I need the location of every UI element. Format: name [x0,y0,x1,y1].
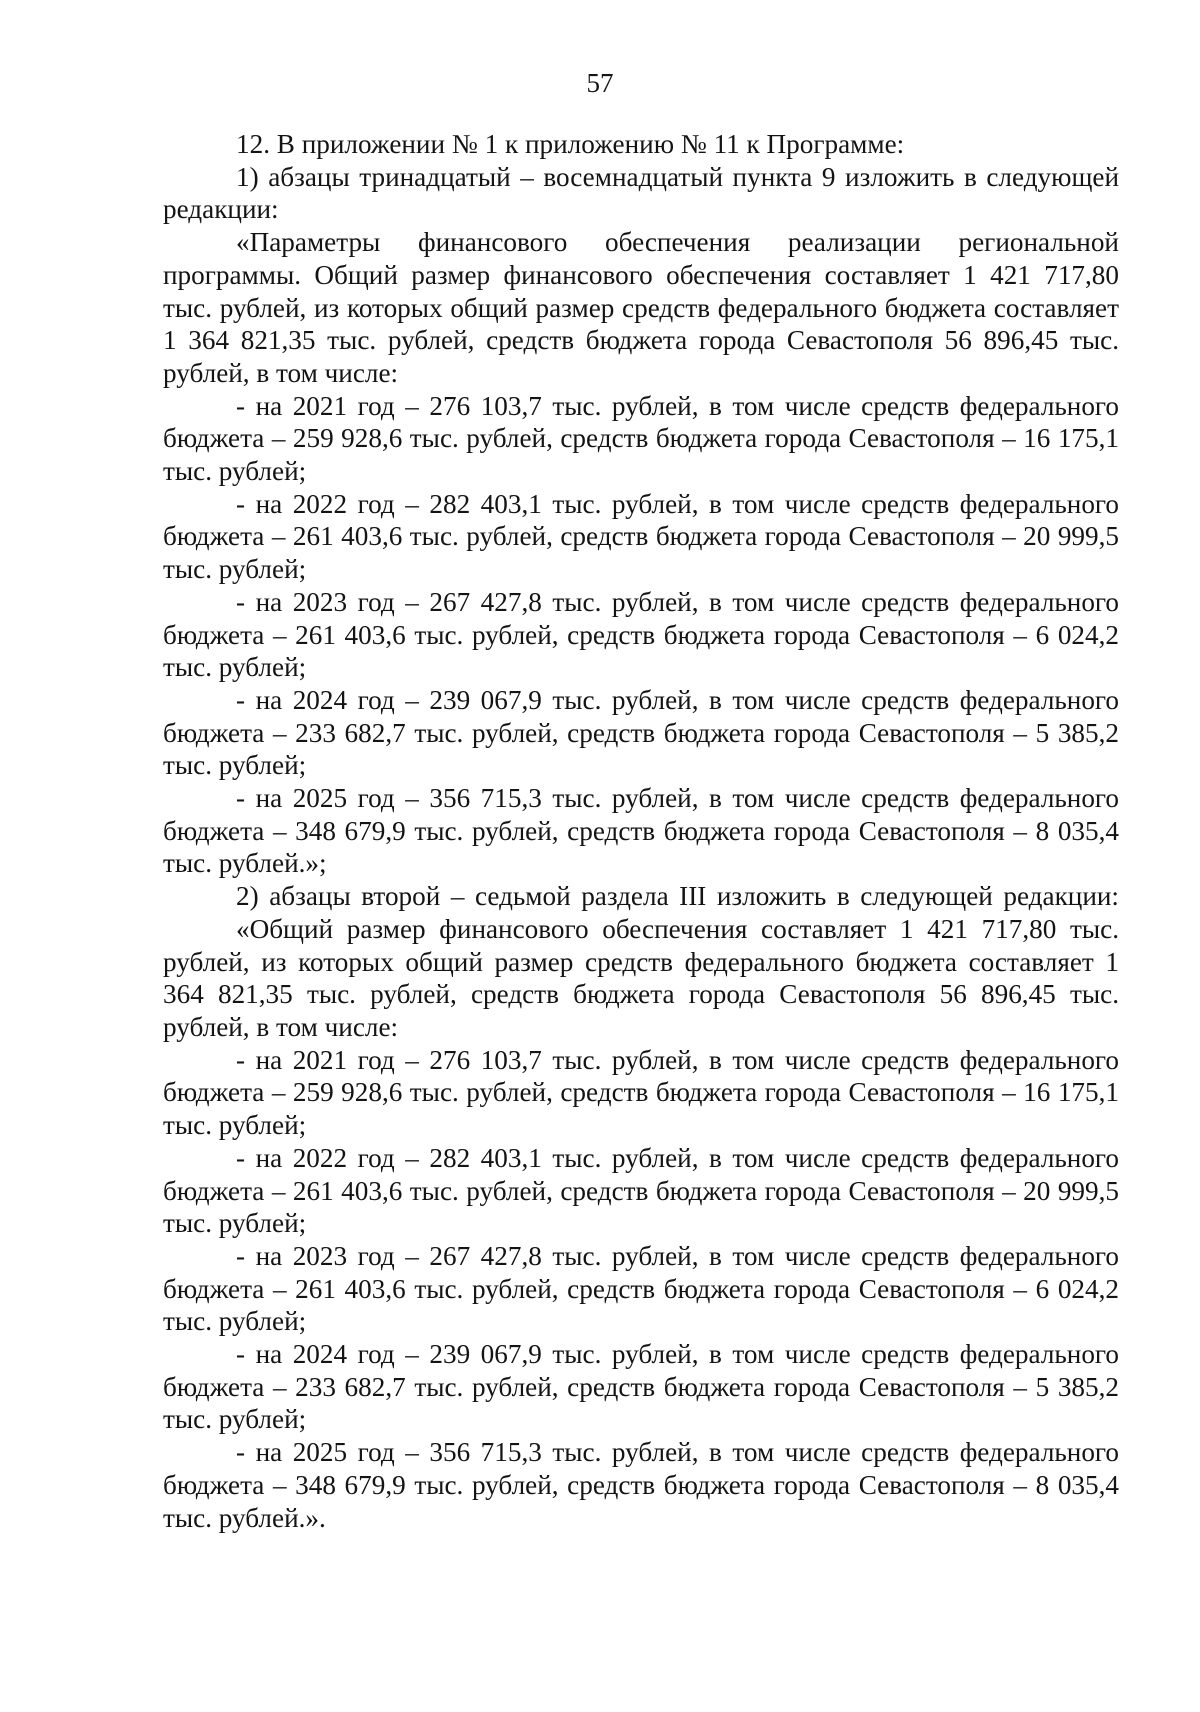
financing-2021-section-3: - на 2021 год – 276 103,7 тыс. рублей, в том числе средств федерального бюджета – 259 928,6 тыс. рублей, средств бюджета города Севастополя – 16 175,1 тыс. рублей; [163,1044,1119,1141]
financing-2023: - на 2023 год – 267 427,8 тыс. рублей, в том числе средств федерального бюджета – 261 403,6 тыс. рублей, средств бюджета города Севастополя – 6 024,2 тыс. рублей; [163,586,1119,683]
subitem-1-intro: 1) абзацы тринадцатый – восемнадцатый пункта 9 изложить в следующей редакции: [163,161,1119,225]
quoted-total-financing: «Общий размер финансового обеспечения составляет 1 421 717,80 тыс. рублей, из которых общий размер средств федерального бюджета составляет 1 364 821,35 тыс. рублей, средств бюджета города Севастополя 56 896,45 тыс. рублей, в том числе: [163,913,1119,1042]
financing-2024-section-3: - на 2024 год – 239 067,9 тыс. рублей, в том числе средств федерального бюджета – 233 682,7 тыс. рублей, средств бюджета города Севастополя – 5 385,2 тыс. рублей; [163,1339,1119,1435]
financing-2021: - на 2021 год – 276 103,7 тыс. рублей, в том числе средств федерального бюджета – 259 928,6 тыс. рублей, средств бюджета города Севастополя – 16 175,1 тыс. рублей; [163,390,1119,487]
financing-2022-section-3: - на 2022 год – 282 403,1 тыс. рублей, в том числе средств федерального бюджета – 261 403,6 тыс. рублей, средств бюджета города Севастополя – 20 999,5 тыс. рублей; [163,1142,1119,1239]
financing-2024: - на 2024 год – 239 067,9 тыс. рублей, в том числе средств федерального бюджета – 233 682,7 тыс. рублей, средств бюджета города Севастополя – 5 385,2 тыс. рублей; [163,684,1119,781]
financing-2023-section-3: - на 2023 год – 267 427,8 тыс. рублей, в том числе средств федерального бюджета – 261 403,6 тыс. рублей, средств бюджета города Севастополя – 6 024,2 тыс. рублей; [163,1240,1119,1337]
page-number: 57 [586,68,614,98]
item-heading-12: 12. В приложении № 1 к приложению № 11 к Программе: [236,129,905,159]
subitem-2-intro: 2) абзацы второй – седьмой раздела III изложить в следующей редакции: [236,881,1119,912]
financing-2025-section-3: - на 2025 год – 356 715,3 тыс. рублей, в том числе средств федерального бюджета – 348 679,9 тыс. рублей, средств бюджета города Севастополя – 8 035,4 тыс. рублей.». [163,1437,1119,1533]
financing-2022: - на 2022 год – 282 403,1 тыс. рублей, в том числе средств федерального бюджета – 261 403,6 тыс. рублей, средств бюджета города Севастополя – 20 999,5 тыс. рублей; [163,488,1119,585]
document-body [163,128,1119,1534]
quoted-financing-parameters: «Параметры финансового обеспечения реализации региональной программы. Общий размер финансового обеспечения составляет 1 421 717,80 тыс. рублей, из которых общий размер средств федерального бюджета составляет 1 364 821,35 тыс. рублей, средств бюджета города Севастополя 56 896,45 тыс. рублей, в том числе: [163,227,1119,388]
financing-2025: - на 2025 год – 356 715,3 тыс. рублей, в том числе средств федерального бюджета – 348 679,9 тыс. рублей, средств бюджета города Севастополя – 8 035,4 тыс. рублей.»; [163,783,1119,879]
